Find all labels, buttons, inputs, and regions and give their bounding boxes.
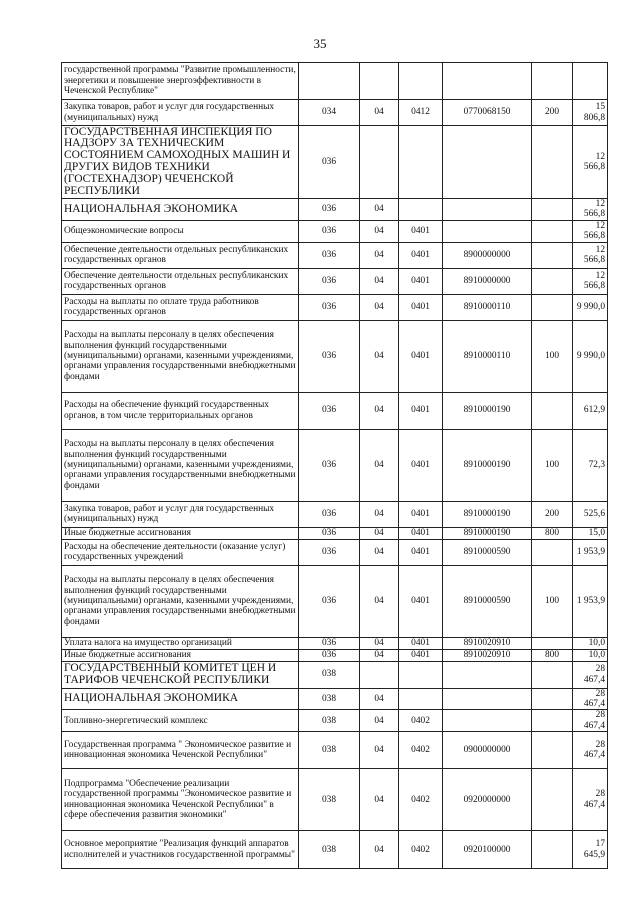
row-name-cell: ГОСУДАРСТВЕННЫЙ КОМИТЕТ ЦЕН И ТАРИФОВ ЧЕЧЕНСКОЙ РЕСПУБЛИКИ	[62, 661, 299, 688]
sum-cell: 72,3	[573, 429, 608, 501]
pr-cell: 0401	[399, 637, 443, 649]
vr-cell	[532, 63, 573, 100]
row-name-cell: Обеспечение деятельности отдельных республиканских государственных органов	[62, 242, 299, 268]
rz-cell: 04	[360, 539, 399, 565]
rz-cell: 04	[360, 220, 399, 242]
pr-cell: 0402	[399, 769, 443, 831]
csr-cell: 8910020910	[443, 637, 532, 649]
csr-cell: 8910000590	[443, 539, 532, 565]
sum-cell: 12 566,8	[573, 220, 608, 242]
page-number: 35	[313, 36, 327, 51]
table-row	[62, 688, 608, 710]
vr-cell	[532, 710, 573, 732]
rz-cell: 04	[360, 429, 399, 501]
table-row	[62, 392, 608, 429]
table-row	[62, 220, 608, 242]
sum-cell: 9 990,0	[573, 320, 608, 392]
table-row	[62, 769, 608, 831]
sum-cell: 9 990,0	[573, 294, 608, 320]
rz-cell: 04	[360, 501, 399, 527]
csr-cell: 0920100000	[443, 831, 532, 869]
ved-cell: 036	[299, 527, 360, 539]
pr-cell: 0401	[399, 294, 443, 320]
sum-cell: 28 467,4	[573, 688, 608, 710]
ved-cell: 038	[299, 769, 360, 831]
pr-cell: 0401	[399, 539, 443, 565]
csr-cell	[443, 688, 532, 710]
sum-cell: 12 566,8	[573, 126, 608, 199]
row-name-cell: Расходы на выплаты персоналу в целях обеспечения выполнения функций государственными (муниципальными) органами, казенными учреждениями, органами управления государственными внебюджетными фондами	[62, 320, 299, 392]
row-name-cell: Основное мероприятие "Реализация функций аппаратов исполнителей и участников государственной программы"	[62, 831, 299, 869]
csr-cell: 8910000190	[443, 527, 532, 539]
row-name-cell: Государственная программа " Экономическое развитие и инновационная экономика Чеченской Республики"	[62, 732, 299, 769]
vr-cell	[532, 831, 573, 869]
rz-cell: 04	[360, 294, 399, 320]
pr-cell: 0401	[399, 429, 443, 501]
ved-cell: 036	[299, 565, 360, 637]
sum-cell: 10,0	[573, 649, 608, 661]
vr-cell	[532, 294, 573, 320]
row-name-cell: Иные бюджетные ассигнования	[62, 649, 299, 661]
pr-cell: 0401	[399, 392, 443, 429]
pr-cell	[399, 199, 443, 221]
rz-cell: 04	[360, 565, 399, 637]
csr-cell: 8910000190	[443, 392, 532, 429]
sum-cell: 28 467,4	[573, 661, 608, 688]
csr-cell: 8900000000	[443, 242, 532, 268]
pr-cell	[399, 63, 443, 100]
csr-cell: 8910000590	[443, 565, 532, 637]
csr-cell: 0900000000	[443, 732, 532, 769]
rz-cell	[360, 661, 399, 688]
csr-cell: 8910000000	[443, 268, 532, 294]
vr-cell: 100	[532, 320, 573, 392]
csr-cell	[443, 220, 532, 242]
sum-cell: 28 467,4	[573, 710, 608, 732]
rz-cell: 04	[360, 732, 399, 769]
table-row	[62, 565, 608, 637]
table-row	[62, 100, 608, 126]
rz-cell: 04	[360, 710, 399, 732]
ved-cell: 036	[299, 294, 360, 320]
row-name-cell: НАЦИОНАЛЬНАЯ ЭКОНОМИКА	[62, 688, 299, 710]
ved-cell: 036	[299, 268, 360, 294]
sum-cell: 10,0	[573, 637, 608, 649]
rz-cell: 04	[360, 268, 399, 294]
csr-cell	[443, 710, 532, 732]
rz-cell: 04	[360, 688, 399, 710]
row-name-cell: государственной программы "Развитие промышленности, энергетики и повышение энергоэффективности в Чеченской Республике"	[62, 63, 299, 100]
csr-cell: 8910020910	[443, 649, 532, 661]
vr-cell	[532, 268, 573, 294]
table-row	[62, 199, 608, 221]
sum-cell: 17 645,9	[573, 831, 608, 869]
table-row	[62, 501, 608, 527]
ved-cell: 036	[299, 539, 360, 565]
table-row	[62, 732, 608, 769]
rz-cell: 04	[360, 769, 399, 831]
ved-cell: 038	[299, 688, 360, 710]
sum-cell: 15,0	[573, 527, 608, 539]
row-name-cell: Иные бюджетные ассигнования	[62, 527, 299, 539]
row-name-cell: Топливно-энергетический комплекс	[62, 710, 299, 732]
table-row	[62, 429, 608, 501]
ved-cell: 038	[299, 732, 360, 769]
csr-cell	[443, 63, 532, 100]
row-name-cell: Закупка товаров, работ и услуг для государственных (муниципальных) нужд	[62, 100, 299, 126]
pr-cell: 0412	[399, 100, 443, 126]
vr-cell	[532, 769, 573, 831]
row-name-cell: Расходы на выплаты персоналу в целях обеспечения выполнения функций государственными (муниципальными) органами, казенными учреждениями, органами управления государственными внебюджетными фондами	[62, 565, 299, 637]
vr-cell: 100	[532, 429, 573, 501]
row-name-cell: Расходы на обеспечение функций государственных органов, в том числе территориальных органов	[62, 392, 299, 429]
csr-cell: 0920000000	[443, 769, 532, 831]
ved-cell: 036	[299, 429, 360, 501]
table-row	[62, 63, 608, 100]
vr-cell	[532, 220, 573, 242]
pr-cell: 0401	[399, 565, 443, 637]
table-row	[62, 527, 608, 539]
vr-cell	[532, 242, 573, 268]
vr-cell	[532, 539, 573, 565]
budget-table	[61, 62, 608, 869]
sum-cell: 612,9	[573, 392, 608, 429]
ved-cell: 034	[299, 100, 360, 126]
sum-cell: 12 566,8	[573, 242, 608, 268]
pr-cell: 0401	[399, 220, 443, 242]
ved-cell: 038	[299, 710, 360, 732]
table-row	[62, 661, 608, 688]
ved-cell	[299, 63, 360, 100]
table-row	[62, 649, 608, 661]
csr-cell	[443, 126, 532, 199]
table-row	[62, 294, 608, 320]
vr-cell	[532, 732, 573, 769]
row-name-cell: Общеэкономические вопросы	[62, 220, 299, 242]
table-row	[62, 242, 608, 268]
row-name-cell: Расходы на выплаты персоналу в целях обеспечения выполнения функций государственными (муниципальными) органами, казенными учреждениями, органами управления государственными внебюджетными фондами	[62, 429, 299, 501]
table-row	[62, 268, 608, 294]
ved-cell: 038	[299, 661, 360, 688]
vr-cell	[532, 199, 573, 221]
vr-cell	[532, 392, 573, 429]
table-row	[62, 710, 608, 732]
pr-cell	[399, 661, 443, 688]
rz-cell: 04	[360, 199, 399, 221]
csr-cell	[443, 199, 532, 221]
csr-cell: 8910000190	[443, 429, 532, 501]
row-name-cell: Уплата налога на имущество организаций	[62, 637, 299, 649]
rz-cell	[360, 126, 399, 199]
rz-cell: 04	[360, 649, 399, 661]
csr-cell: 8910000110	[443, 320, 532, 392]
rz-cell: 04	[360, 831, 399, 869]
sum-cell: 1 953,9	[573, 539, 608, 565]
ved-cell: 036	[299, 320, 360, 392]
ved-cell: 038	[299, 831, 360, 869]
pr-cell: 0401	[399, 242, 443, 268]
table-row	[62, 126, 608, 199]
row-name-cell: Расходы на выплаты по оплате труда работников государственных органов	[62, 294, 299, 320]
row-name-cell: ГОСУДАРСТВЕННАЯ ИНСПЕКЦИЯ ПО НАДЗОРУ ЗА ТЕХНИЧЕСКИМ СОСТОЯНИЕМ САМОХОДНЫХ МАШИН И ДРУГИХ ВИДОВ ТЕХНИКИ (ГОСТЕХНАДЗОР) ЧЕЧЕНСКОЙ РЕСПУБЛИКИ	[62, 126, 299, 199]
table-row	[62, 320, 608, 392]
vr-cell: 200	[532, 100, 573, 126]
ved-cell: 036	[299, 501, 360, 527]
csr-cell: 0770068150	[443, 100, 532, 126]
vr-cell: 800	[532, 527, 573, 539]
sum-cell: 1 953,9	[573, 565, 608, 637]
rz-cell: 04	[360, 100, 399, 126]
pr-cell: 0401	[399, 649, 443, 661]
vr-cell	[532, 661, 573, 688]
sum-cell: 525,6	[573, 501, 608, 527]
vr-cell	[532, 126, 573, 199]
table-row	[62, 831, 608, 869]
ved-cell: 036	[299, 649, 360, 661]
pr-cell: 0401	[399, 268, 443, 294]
csr-cell	[443, 661, 532, 688]
sum-cell: 12 566,8	[573, 268, 608, 294]
rz-cell: 04	[360, 392, 399, 429]
vr-cell: 200	[532, 501, 573, 527]
rz-cell: 04	[360, 242, 399, 268]
row-name-cell: Подпрограмма "Обеспечение реализации государственной программы "Экономическое развитие и инновационная экономика Чеченской Республики" в сфере обеспечения развития экономики"	[62, 769, 299, 831]
pr-cell	[399, 688, 443, 710]
rz-cell: 04	[360, 527, 399, 539]
ved-cell: 036	[299, 242, 360, 268]
vr-cell: 100	[532, 565, 573, 637]
csr-cell: 8910000190	[443, 501, 532, 527]
ved-cell: 036	[299, 199, 360, 221]
pr-cell	[399, 126, 443, 199]
vr-cell: 800	[532, 649, 573, 661]
sum-cell: 15 806,8	[573, 100, 608, 126]
pr-cell: 0401	[399, 320, 443, 392]
table-row	[62, 637, 608, 649]
rz-cell	[360, 63, 399, 100]
rz-cell: 04	[360, 320, 399, 392]
ved-cell: 036	[299, 220, 360, 242]
pr-cell: 0402	[399, 732, 443, 769]
ved-cell: 036	[299, 392, 360, 429]
pr-cell: 0402	[399, 710, 443, 732]
row-name-cell: НАЦИОНАЛЬНАЯ ЭКОНОМИКА	[62, 199, 299, 221]
vr-cell	[532, 688, 573, 710]
budget-table-body	[62, 63, 608, 869]
csr-cell: 8910000110	[443, 294, 532, 320]
sum-cell	[573, 63, 608, 100]
pr-cell: 0401	[399, 501, 443, 527]
row-name-cell: Закупка товаров, работ и услуг для государственных (муниципальных) нужд	[62, 501, 299, 527]
ved-cell: 036	[299, 637, 360, 649]
sum-cell: 12 566,8	[573, 199, 608, 221]
row-name-cell: Обеспечение деятельности отдельных республиканских государственных органов	[62, 268, 299, 294]
vr-cell	[532, 637, 573, 649]
row-name-cell: Расходы на обеспечение деятельности (оказание услуг) государственных учреждений	[62, 539, 299, 565]
ved-cell: 036	[299, 126, 360, 199]
pr-cell: 0401	[399, 527, 443, 539]
rz-cell: 04	[360, 637, 399, 649]
sum-cell: 28 467,4	[573, 732, 608, 769]
pr-cell: 0402	[399, 831, 443, 869]
sum-cell: 28 467,4	[573, 769, 608, 831]
table-row	[62, 539, 608, 565]
